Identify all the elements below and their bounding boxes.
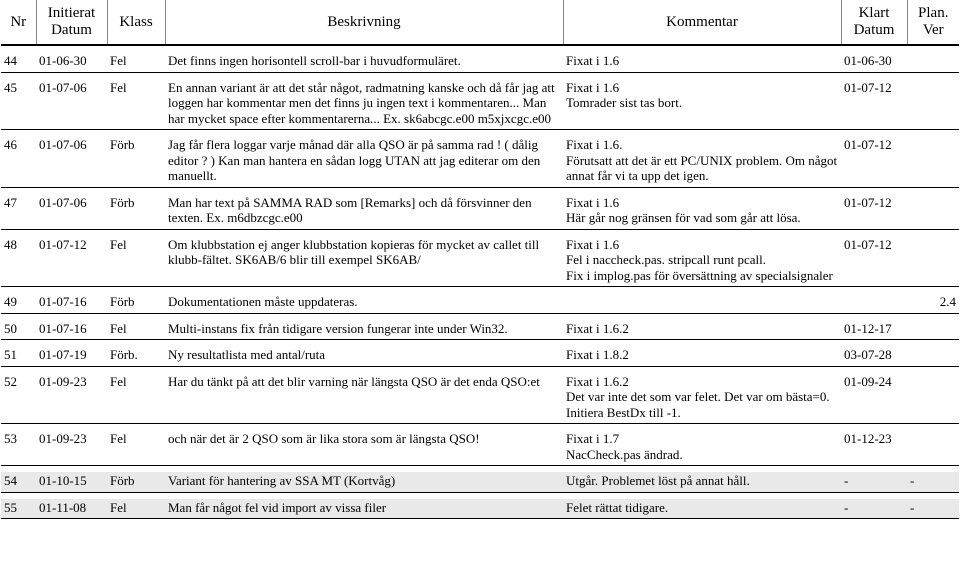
cell-kommentar [563,373,841,424]
cell-kommentar [563,79,841,130]
cell-beskrivning [165,472,563,492]
cell-plan: - [907,472,959,492]
header-klart: Klart Datum [841,0,907,45]
header-plan: Plan. Ver [907,0,959,45]
cell-kommentar [563,136,841,187]
cell-beskrivning-line: Det finns ingen horisontell scroll-bar i huvudformuläret. [168,53,461,68]
cell-klart: 01-07-12 [841,194,907,230]
cell-beskrivning [165,373,563,424]
cell-klass: Fel [107,52,165,72]
cell-beskrivning-line: Variant för hantering av SSA MT (Kortvåg) [168,473,396,488]
cell-klass: Fel [107,236,165,287]
cell-beskrivning [165,194,563,230]
cell-beskrivning [165,136,563,187]
cell-klass: Fel [107,373,165,424]
table-row [1,52,959,72]
cell-kommentar-line: Det var inte det som var felet. Det var om bästa=0. Initiera BestDx till -1. [566,389,830,420]
cell-plan [907,194,959,230]
table-row [1,236,959,287]
cell-kommentar-line: Här går nog gränsen för vad som går att lösa. [566,210,801,225]
cell-nr: 46 [1,136,36,187]
cell-datum: 01-09-23 [36,373,107,424]
cell-beskrivning-line: En annan variant är att det står något, radmatning kanske och då får jag att loggen har kommentar men det finns ju ingen text i kommentaren... Man har mycket space efter kommentarerna... Ex. sk6abcgc.e00 m5xjxcgc.e00 [168,79,555,126]
table-row [1,346,959,366]
cell-beskrivning-line: Jag får flera loggar varje månad där alla QSO är på samma rad ! ( dålig editor ? ) Kan man hantera en sådan logg UTAN att jag editerar om den manuellt. [168,137,541,183]
cell-klart: 01-07-12 [841,236,907,287]
cell-kommentar [563,52,841,72]
cell-klass: Fel [107,79,165,130]
cell-beskrivning-line: och när det är 2 QSO som är lika stora som är längsta QSO! [168,431,480,446]
cell-beskrivning-line: Har du tänkt på att det blir varning när längsta QSO är det enda QSO:et [168,373,540,389]
cell-beskrivning-line: Ny resultatlista med antal/ruta [168,347,326,362]
header-beskrivning: Beskrivning [165,0,563,45]
cell-nr: 53 [1,430,36,466]
cell-datum: 01-07-12 [36,236,107,287]
cell-kommentar-line: NacCheck.pas ändrad. [566,446,683,462]
issue-table [1,0,959,519]
cell-kommentar-line: Fixat i 1.6 [566,53,620,68]
cell-beskrivning [165,79,563,130]
table-row [1,320,959,340]
cell-nr: 54 [1,472,36,492]
cell-klart: 01-09-24 [841,373,907,424]
header-kommentar: Kommentar [563,0,841,45]
cell-kommentar-line: Fixat i 1.6 [566,79,620,95]
cell-beskrivning-line: Man får något fel vid import av vissa filer [168,499,387,515]
cell-beskrivning-line: Dokumentationen måste uppdateras. [168,294,358,309]
cell-beskrivning [165,52,563,72]
cell-kommentar-line: Fixat i 1.7 [566,431,620,446]
table-row [1,293,959,313]
cell-kommentar [563,236,841,287]
cell-plan [907,79,959,130]
header-nr: Nr [1,0,36,45]
cell-kommentar [563,499,841,519]
table-row [1,136,959,187]
cell-datum: 01-07-19 [36,346,107,366]
cell-beskrivning [165,499,563,519]
cell-klass: Förb. [107,346,165,366]
cell-beskrivning [165,430,563,466]
cell-beskrivning-line: Man har text på SAMMA RAD som [Remarks] och då försvinner den texten. Ex. m6dbzcgc.e00 [168,194,532,225]
cell-nr: 47 [1,194,36,230]
table-row [1,499,959,519]
cell-nr: 48 [1,236,36,287]
cell-kommentar-line: Fel i naccheck.pas. stripcall runt pcall. [566,252,766,267]
cell-datum: 01-07-06 [36,136,107,187]
table-row [1,430,959,466]
cell-klart: 01-12-17 [841,320,907,340]
cell-klass: Fel [107,320,165,340]
cell-plan [907,52,959,72]
cell-plan [907,373,959,424]
cell-kommentar-line: Utgår. Problemet löst på annat håll. [566,473,750,488]
cell-kommentar-line: Fixat i 1.6.2 [566,373,629,389]
cell-datum: 01-11-08 [36,499,107,519]
cell-kommentar-line: Fixat i 1.6 [566,194,620,210]
cell-klass: Förb [107,293,165,313]
cell-beskrivning [165,293,907,313]
cell-nr: 55 [1,499,36,519]
cell-klart: - [841,472,907,492]
cell-datum: 01-07-06 [36,194,107,230]
cell-beskrivning [165,320,563,340]
cell-nr: 45 [1,79,36,130]
table-row [1,373,959,424]
cell-kommentar-line: Fix i implog.pas för översättning av specialsignaler [566,267,833,283]
cell-kommentar-line: Tomrader sist tas bort. [566,95,683,110]
cell-plan [907,320,959,340]
cell-datum: 01-07-06 [36,79,107,130]
cell-datum: 01-07-16 [36,293,107,313]
cell-kommentar-line: Förutsatt att det är ett PC/UNIX problem. Om något annat får vi ta upp det igen. [566,152,838,183]
cell-kommentar-line: Fixat i 1.6. [566,137,623,152]
table-row [1,79,959,130]
cell-nr: 51 [1,346,36,366]
cell-kommentar-line: Fixat i 1.6 [566,236,620,252]
cell-plan [907,430,959,466]
cell-kommentar-line: Fixat i 1.8.2 [566,347,629,362]
cell-klass: Fel [107,499,165,519]
cell-klart: - [841,499,907,519]
cell-datum: 01-06-30 [36,52,107,72]
cell-datum: 01-10-15 [36,472,107,492]
table-row [1,472,959,492]
cell-datum: 01-09-23 [36,430,107,466]
cell-plan [907,136,959,187]
cell-datum: 01-07-16 [36,320,107,340]
cell-klart: 03-07-28 [841,346,907,366]
header-initierat: Initierat Datum [36,0,107,45]
cell-klart: 01-07-12 [841,136,907,187]
cell-klart: 01-06-30 [841,52,907,72]
cell-klart: 01-12-23 [841,430,907,466]
header-row [1,0,959,45]
cell-kommentar [563,430,841,466]
cell-klass: Förb [107,472,165,492]
cell-klart: 01-07-12 [841,79,907,130]
cell-plan: 2.4 [907,293,959,313]
row-spacer [1,45,959,52]
cell-kommentar [563,472,841,492]
cell-kommentar-line: Fixat i 1.6.2 [566,320,629,336]
cell-klass: Fel [107,430,165,466]
cell-nr: 49 [1,293,36,313]
cell-plan [907,236,959,287]
cell-nr: 44 [1,52,36,72]
cell-beskrivning [165,236,563,287]
cell-plan: - [907,499,959,519]
cell-plan [907,346,959,366]
table-row [1,194,959,230]
cell-kommentar-line: Felet rättat tidigare. [566,499,669,515]
cell-klass: Förb [107,136,165,187]
cell-beskrivning [165,346,563,366]
cell-kommentar [563,194,841,230]
cell-beskrivning-line: Om klubbstation ej anger klubbstation kopieras för mycket av callet till klubb-fältet. SK6AB/6 blir till exempel SK6AB/ [168,236,540,267]
cell-klass: Förb [107,194,165,230]
cell-kommentar [563,320,841,340]
cell-beskrivning-line: Multi-instans fix från tidigare version fungerar inte under Win32. [168,320,508,336]
cell-nr: 50 [1,320,36,340]
cell-nr: 52 [1,373,36,424]
header-klass: Klass [107,0,165,45]
cell-kommentar [563,346,841,366]
